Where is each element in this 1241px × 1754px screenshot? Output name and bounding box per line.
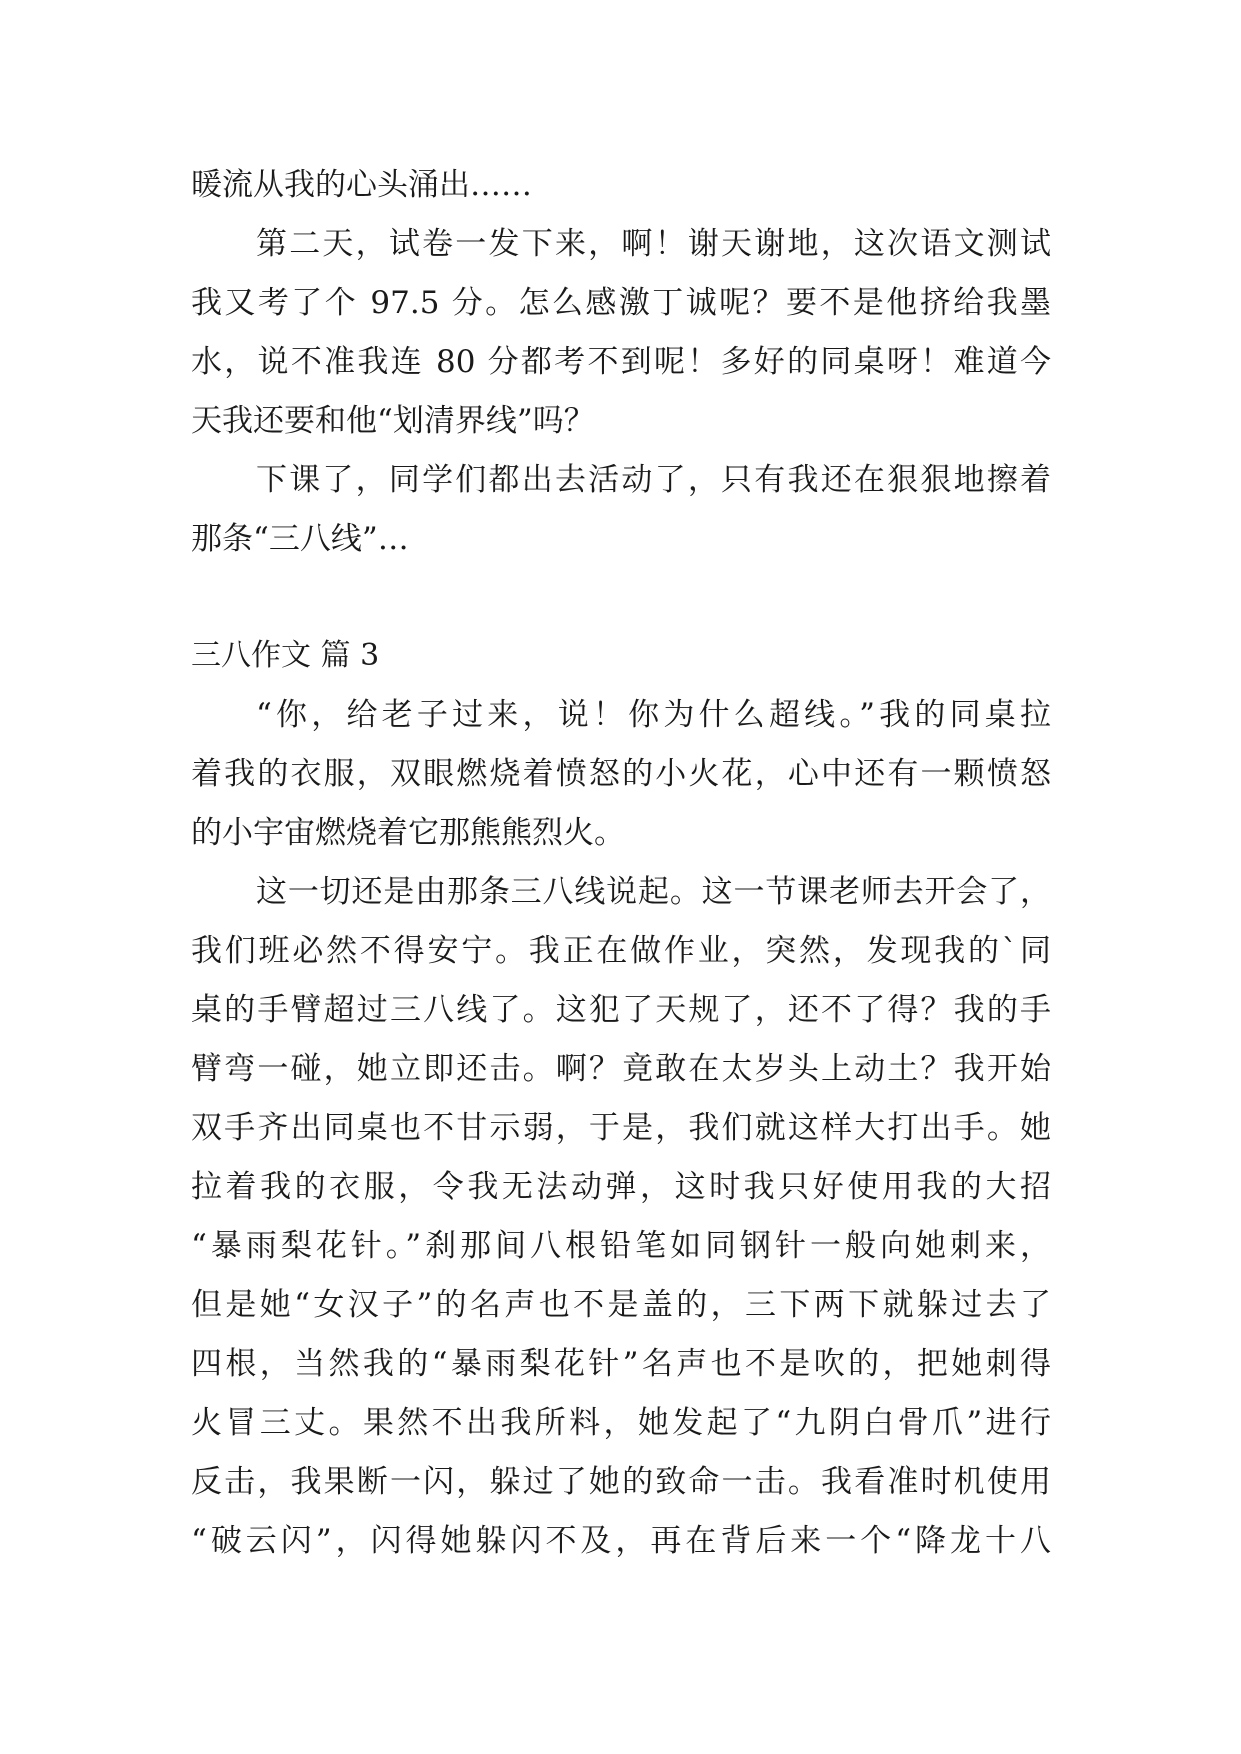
paragraph-line: “暴雨梨花针。”刹那间八根铅笔如同钢针一般向她刺来， (191, 1228, 1051, 1264)
paragraph-line: 着我的衣服，双眼燃烧着愤怒的小火花，心中还有一颗愤怒 (191, 756, 1051, 792)
paragraph-line: 我又考了个 97.5 分。怎么感激丁诚呢？要不是他挤给我墨 (191, 285, 1051, 321)
paragraph-line: 桌的手臂超过三八线了。这犯了天规了，还不了得？我的手 (191, 992, 1051, 1028)
paragraph-line: 反击，我果断一闪，躲过了她的致命一击。我看准时机使用 (191, 1464, 1051, 1500)
paragraph-line: 臂弯一碰，她立即还击。啊？竟敢在太岁头上动土？我开始 (191, 1051, 1051, 1087)
paragraph-line: “你，给老子过来，说！你为什么超线。”我的同桌拉 (256, 697, 1051, 733)
paragraph-line: 暖流从我的心头涌出…… (191, 167, 532, 203)
paragraph-line: 水，说不准我连 80 分都考不到呢！多好的同桌呀！难道今 (191, 344, 1051, 380)
paragraph-line: 四根，当然我的“暴雨梨花针”名声也不是吹的，把她刺得 (191, 1346, 1051, 1382)
paragraph-line: 我们班必然不得安宁。我正在做作业，突然，发现我的`同 (191, 933, 1051, 969)
paragraph-line: 这一切还是由那条三八线说起。这一节课老师去开会了， (256, 874, 1051, 910)
paragraph-line: 天我还要和他“划清界线”吗？ (191, 403, 595, 439)
paragraph-line: 下课了，同学们都出去活动了，只有我还在狠狠地擦着 (256, 462, 1051, 498)
paragraph-line: 双手齐出同桌也不甘示弱，于是，我们就这样大打出手。她 (191, 1110, 1051, 1146)
paragraph-line: 那条“三八线”… (191, 521, 409, 557)
paragraph-line: 但是她“女汉子”的名声也不是盖的，三下两下就躲过去了 (191, 1287, 1051, 1323)
paragraph-line: 火冒三丈。果然不出我所料，她发起了“九阴白骨爪”进行 (191, 1405, 1051, 1441)
paragraph-line: “破云闪”，闪得她躲闪不及，再在背后来一个“降龙十八 (191, 1523, 1051, 1559)
paragraph-line: 的小宇宙燃烧着它那熊熊烈火。 (191, 815, 625, 851)
paragraph-line: 第二天，试卷一发下来，啊！谢天谢地，这次语文测试 (256, 226, 1051, 262)
paragraph-line: 拉着我的衣服，令我无法动弹，这时我只好使用我的大招 (191, 1169, 1051, 1205)
section-heading: 三八作文 篇 3 (191, 638, 380, 673)
